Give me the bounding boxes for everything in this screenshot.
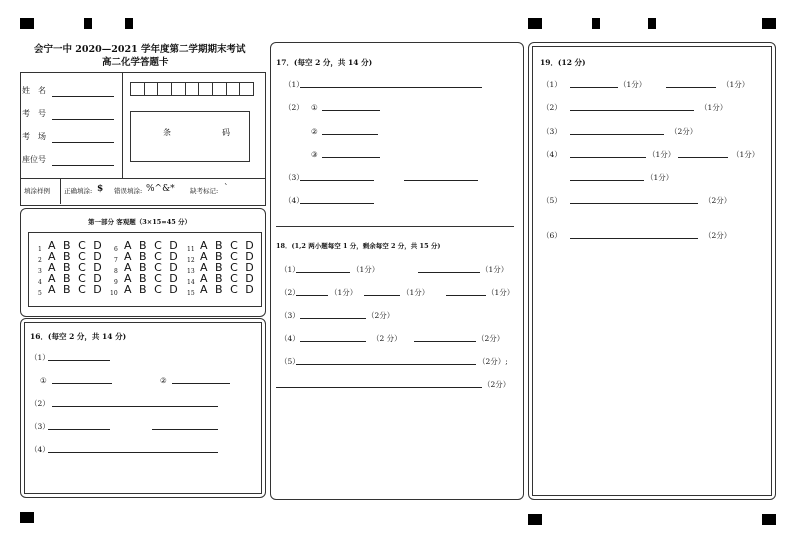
choice-options[interactable]: A B C D xyxy=(200,261,256,274)
barcode-label-right: 码 xyxy=(222,128,230,137)
choice-options[interactable]: A B C D xyxy=(124,261,180,274)
q16-heading: 16．(每空 2 分，共 14 分) xyxy=(30,332,127,341)
q16-part4-label: （4） xyxy=(30,445,50,454)
choice-heading: 第一部分 客观题（3×15=45 分） xyxy=(88,218,192,226)
seat-number-field[interactable] xyxy=(52,165,114,166)
q19-part6-label: （6） xyxy=(542,231,562,240)
q19-part4-label: （4） xyxy=(542,150,562,159)
q19-part1-label: （1） xyxy=(542,80,562,89)
corner-marker-bl xyxy=(20,512,34,523)
q16-inner-box xyxy=(24,322,262,494)
choice-options[interactable]: A B C D xyxy=(48,250,104,263)
corner-marker-br xyxy=(762,514,776,525)
fill-sample-divider xyxy=(60,178,61,204)
name-field[interactable] xyxy=(52,96,114,97)
q19-part4-score-b: （1分） xyxy=(732,150,760,159)
q17-part2-label: （2） xyxy=(284,103,304,112)
q17-part3-label: （3） xyxy=(284,173,304,182)
q17-part1-label: （1） xyxy=(284,80,304,89)
q19-part3-blank[interactable] xyxy=(570,134,664,135)
exam-room-field[interactable] xyxy=(52,142,114,143)
q16-part1-label: （1） xyxy=(30,353,50,362)
q18-part5-blank-b[interactable] xyxy=(276,387,482,388)
q19-part5-label: （5） xyxy=(542,196,562,205)
q18-part1-score-a: （1分） xyxy=(352,265,380,274)
q16-sub1-label: ① xyxy=(40,376,47,385)
q19-part4-score-c: （1分） xyxy=(646,173,674,182)
q19-part4-blank-b[interactable] xyxy=(678,157,728,158)
q19-part1-blank-a[interactable] xyxy=(570,87,618,88)
choice-number: 8 xyxy=(114,268,118,275)
choice-number: 10 xyxy=(110,290,118,297)
exam-number-label: 考 号 xyxy=(22,109,46,118)
q16-part3-blank-a[interactable] xyxy=(48,429,110,430)
corner-marker-tr xyxy=(762,18,776,29)
absent-mark-label: 缺考标记: xyxy=(190,187,219,195)
choice-options[interactable]: A B C D xyxy=(124,250,180,263)
choice-number: 5 xyxy=(38,290,42,297)
q17-part4-label: （4） xyxy=(284,196,304,205)
q19-inner-box xyxy=(532,46,772,496)
exam-number-grid[interactable] xyxy=(130,82,254,96)
q17-part4-blank[interactable] xyxy=(300,203,374,204)
choice-options[interactable]: A B C D xyxy=(124,283,180,296)
absent-mark-box[interactable]: ` xyxy=(224,184,229,194)
q17-part3-blank-b[interactable] xyxy=(404,180,478,181)
timing-marker xyxy=(84,18,92,29)
fill-sample-label: 填涂样例 xyxy=(24,187,50,195)
choice-options[interactable]: A B C D xyxy=(48,272,104,285)
info-column-divider xyxy=(122,72,123,178)
choice-number: 6 xyxy=(114,246,118,253)
wrong-fill-label: 错误填涂: xyxy=(114,187,143,195)
q17-sub3-label: ③ xyxy=(311,150,318,159)
correct-fill-mark: $ xyxy=(97,184,104,194)
section-divider xyxy=(276,226,514,227)
q18-part2-score-b: （1分） xyxy=(402,288,430,297)
choice-options[interactable]: A B C D xyxy=(48,261,104,274)
choice-number: 2 xyxy=(38,257,42,264)
choice-number: 1 xyxy=(38,246,42,253)
q16-part4-blank[interactable] xyxy=(48,452,218,453)
q18-part3-score: （2分） xyxy=(367,311,395,320)
choice-number: 7 xyxy=(114,257,118,264)
q17-sub1-label: ① xyxy=(311,103,318,112)
q18-part2-score-a: （1分） xyxy=(330,288,358,297)
q18-part4-label: （4） xyxy=(280,334,300,343)
barcode-area xyxy=(130,111,250,162)
q18-part2-blank-b[interactable] xyxy=(364,295,400,296)
q17-part3-blank-a[interactable] xyxy=(300,180,374,181)
q18-part1-blank-b[interactable] xyxy=(418,272,480,273)
q16-sub2-label: ② xyxy=(160,376,167,385)
q19-part1-score-a: （1分） xyxy=(619,80,647,89)
q19-part1-blank-b[interactable] xyxy=(666,87,716,88)
q18-part3-blank[interactable] xyxy=(300,318,366,319)
q19-part4-blank-a[interactable] xyxy=(570,157,646,158)
q18-part2-blank-a[interactable] xyxy=(296,295,328,296)
q19-part2-blank[interactable] xyxy=(570,110,694,111)
exam-title: 会宁一中 2020—2021 学年度第二学期期末考试 xyxy=(34,44,246,55)
choice-options[interactable]: A B C D xyxy=(200,250,256,263)
choice-number: 3 xyxy=(38,268,42,275)
choice-number: 14 xyxy=(187,279,195,286)
q18-part5-score-b: （2分） xyxy=(483,380,511,389)
choice-number: 12 xyxy=(187,257,195,264)
q18-part4-score-b: （2分） xyxy=(477,334,505,343)
q19-part6-score: （2分） xyxy=(704,231,732,240)
choice-options[interactable]: A B C D xyxy=(200,239,256,252)
choice-options[interactable]: A B C D xyxy=(124,239,180,252)
timing-marker xyxy=(592,18,600,29)
choice-number: 15 xyxy=(187,290,195,297)
choice-number: 9 xyxy=(114,279,118,286)
choice-options[interactable]: A B C D xyxy=(200,272,256,285)
q19-part3-label: （3） xyxy=(542,127,562,136)
q19-heading: 19．(12 分) xyxy=(540,58,586,67)
q18-part4-blank-a[interactable] xyxy=(300,341,366,342)
choice-options[interactable]: A B C D xyxy=(48,239,104,252)
q19-part4-score-a: （1分） xyxy=(648,150,676,159)
q17-heading: 17．(每空 2 分，共 14 分) xyxy=(276,58,373,67)
correct-fill-label: 正确填涂: xyxy=(64,187,93,195)
barcode-label-left: 条 xyxy=(163,128,171,137)
q19-part2-label: （2） xyxy=(542,103,562,112)
choice-options[interactable]: A B C D xyxy=(48,283,104,296)
choice-options[interactable]: A B C D xyxy=(124,272,180,285)
q19-part5-score: （2分） xyxy=(704,196,732,205)
seat-number-label: 座位号 xyxy=(22,155,46,164)
q19-part5-blank[interactable] xyxy=(570,203,698,204)
exam-room-label: 考 场 xyxy=(22,132,46,141)
timing-marker xyxy=(125,18,133,29)
q19-part1-score-b: （1分） xyxy=(722,80,750,89)
q16-part2-blank[interactable] xyxy=(52,406,218,407)
q16-part3-label: （3） xyxy=(30,422,50,431)
q18-part5-label: （5） xyxy=(280,357,300,366)
q18-part5-blank-a[interactable] xyxy=(296,364,476,365)
q19-part4-blank-c[interactable] xyxy=(570,180,644,181)
wrong-fill-mark: %^&* xyxy=(146,184,175,194)
q17-part1-blank[interactable] xyxy=(300,87,482,88)
q18-part4-blank-b[interactable] xyxy=(414,341,476,342)
choice-number: 11 xyxy=(187,246,195,253)
q17-sub2-label: ② xyxy=(311,127,318,136)
q16-sub2-blank[interactable] xyxy=(172,383,230,384)
q18-part1-score-b: （1分） xyxy=(481,265,509,274)
q18-part2-label: （2） xyxy=(280,288,300,297)
timing-marker xyxy=(648,18,656,29)
q16-part3-blank-b[interactable] xyxy=(152,429,218,430)
info-divider xyxy=(20,178,266,179)
exam-number-field[interactable] xyxy=(52,119,114,120)
q19-part6-blank[interactable] xyxy=(570,238,698,239)
q17-sub3-blank[interactable] xyxy=(322,157,380,158)
q17-sub2-blank[interactable] xyxy=(322,134,378,135)
choice-number: 4 xyxy=(38,279,42,286)
q18-part3-label: （3） xyxy=(280,311,300,320)
q19-part3-score: （2分） xyxy=(670,127,698,136)
q18-part2-blank-c[interactable] xyxy=(446,295,486,296)
q18-part1-blank-a[interactable] xyxy=(296,272,350,273)
timing-marker xyxy=(528,514,542,525)
q18-part2-score-c: （1分） xyxy=(487,288,515,297)
corner-marker-tl xyxy=(20,18,34,29)
q18-part5-score-a: （2分）; xyxy=(478,357,508,366)
choice-number: 13 xyxy=(187,268,195,275)
q16-part2-label: （2） xyxy=(30,399,50,408)
q18-part1-label: （1） xyxy=(280,265,300,274)
timing-marker xyxy=(528,18,542,29)
answer-sheet-title: 高二化学答题卡 xyxy=(102,57,169,68)
q18-part4-score-a: （2 分） xyxy=(372,334,402,343)
q18-heading: 18．(1,2 两小题每空 1 分，剩余每空 2 分，共 15 分) xyxy=(276,242,441,250)
name-label: 姓 名 xyxy=(22,86,46,95)
q17-sub1-blank[interactable] xyxy=(322,110,380,111)
q19-part2-score: （1分） xyxy=(700,103,728,112)
q16-sub1-blank[interactable] xyxy=(52,383,112,384)
choice-options[interactable]: A B C D xyxy=(200,283,256,296)
q16-part1-blank[interactable] xyxy=(48,360,110,361)
